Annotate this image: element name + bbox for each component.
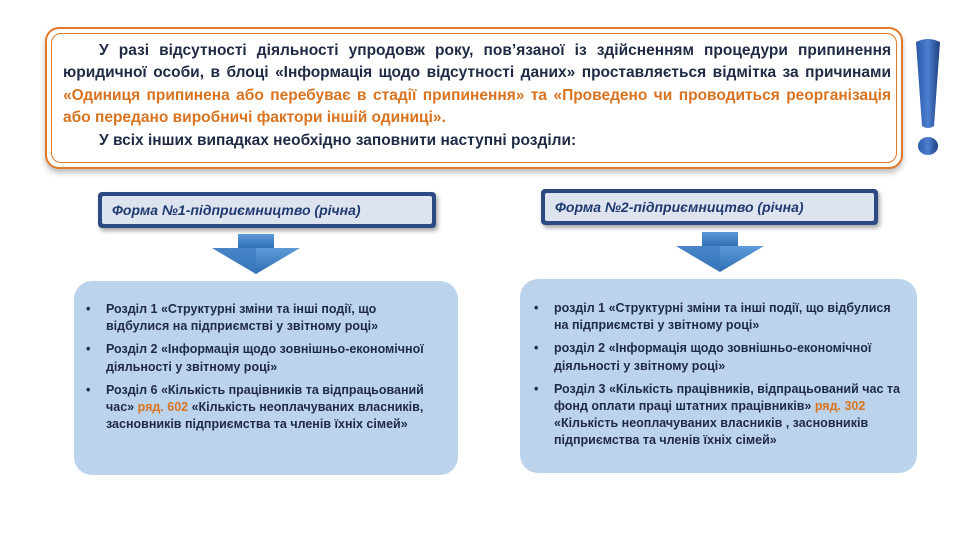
list-item: • Розділ 6 «Кількість працівників та відпрацьований час» ряд. 602 «Кількість неоплачуваних власників, засновників підприємства та членів їхніх сімей» bbox=[86, 382, 424, 432]
form1-title-badge bbox=[98, 192, 436, 228]
arrow-down-icon bbox=[212, 234, 300, 274]
form1-sections-panel bbox=[74, 281, 458, 475]
form1-title: Форма №1-підприємництво (річна) bbox=[112, 202, 361, 218]
form2-sections-panel bbox=[520, 279, 917, 473]
exclamation-icon bbox=[913, 38, 943, 158]
list-item: • Розділ 1 «Структурні зміни та інші події, що відбулися на підприємстві у звітному році» bbox=[86, 302, 379, 334]
list-item: • Розділ 3 «Кількість працівників, відпрацьований час та фонд оплати праці штатних працівників» ряд. 302 «Кількість неоплачуваних власників , засновників підприємства та членів їхніх сімей» bbox=[534, 381, 900, 448]
callout-paragraph-1 bbox=[63, 40, 891, 130]
form2-sections-list bbox=[532, 300, 900, 456]
form2-title: Форма №2-підприємництво (річна) bbox=[555, 199, 804, 215]
callout-text bbox=[63, 40, 891, 152]
list-item: • Розділ 2 «Інформація щодо зовнішньо-економічної діяльності у звітному році» bbox=[86, 342, 424, 374]
form2-title-badge bbox=[541, 189, 878, 225]
form1-sections-list bbox=[84, 301, 424, 439]
callout-paragraph-2: У всіх інших випадках необхідно заповнити наступні розділи: bbox=[99, 131, 577, 149]
info-callout bbox=[45, 27, 903, 169]
arrow-down-icon bbox=[676, 232, 764, 272]
callout-text-highlight: «Одиниця припинена або перебуває в стадії припинення» та «Проведено чи проводиться реорганізація або передано виробничі фактори іншій одиниці». bbox=[63, 86, 891, 127]
list-item: • розділ 2 «Інформація щодо зовнішньо-економічної діяльності у звітному році» bbox=[534, 341, 872, 373]
list-item: • розділ 1 «Структурні зміни та інші події, що відбулися на підприємстві у звітному році» bbox=[534, 301, 891, 333]
callout-text-normal: У разі відсутності діяльності упродовж року, пов’язаної із здійсненням процедури припинення юридичної особи, в блоці «Інформація щодо відсутності даних» проставляється відмітка за причинами bbox=[63, 42, 891, 82]
